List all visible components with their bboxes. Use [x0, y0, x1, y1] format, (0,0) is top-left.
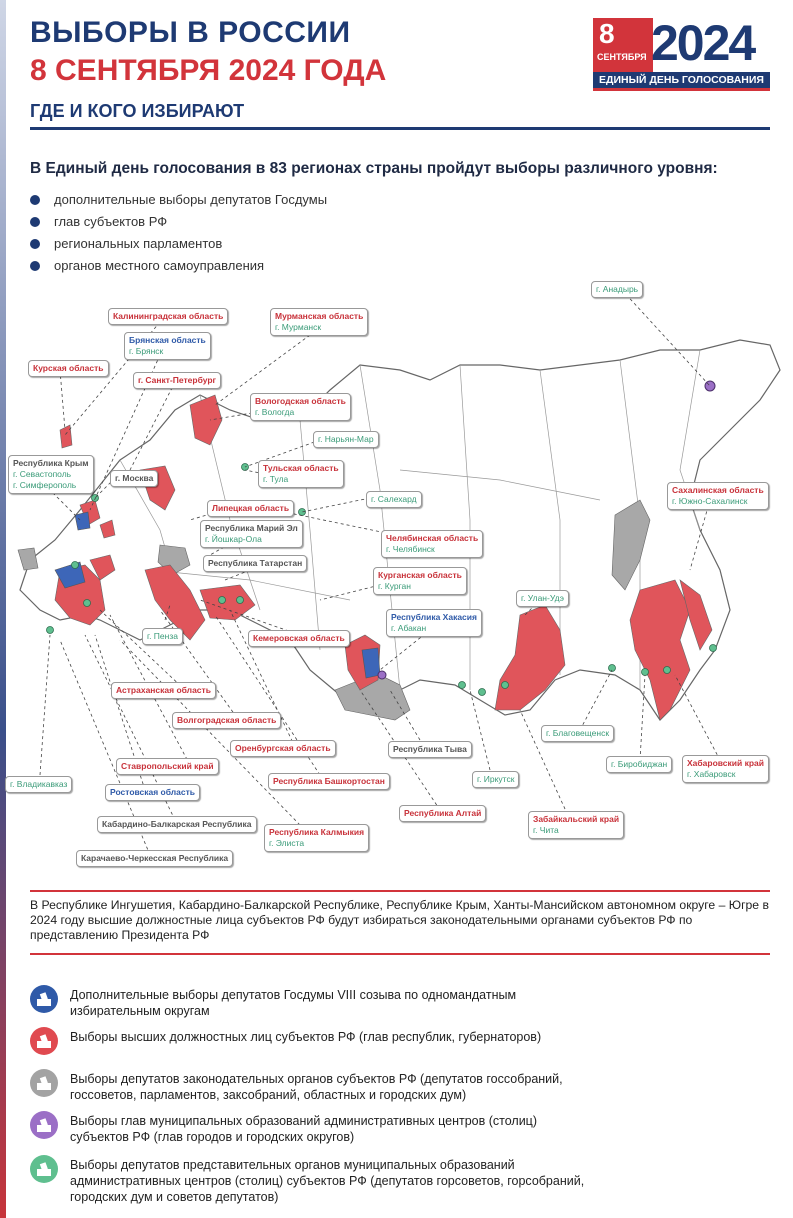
label-zabaikalsky: Забайкальский край г. Чита	[528, 811, 624, 839]
election-types-list	[30, 190, 327, 278]
label-lipetsk: Липецкая область	[207, 500, 294, 517]
header-divider	[30, 127, 770, 130]
logo-year: 2024	[651, 15, 755, 71]
label-anadyr: г. Анадырь	[591, 281, 643, 298]
label-sakhalin: Сахалинская область г. Южно-Сахалинск	[667, 482, 769, 510]
label-khakassia: Республика Хакасия г. Абакан	[386, 609, 482, 637]
label-mari-el: Республика Марий Эл г. Йошкар-Ола	[200, 520, 303, 548]
label-moscow: г. Москва	[110, 470, 158, 487]
ballot-box-icon	[30, 1069, 58, 1097]
label-altai: Республика Алтай	[399, 805, 486, 822]
label-kchr: Карачаево-Черкесская Республика	[76, 850, 233, 867]
ballot-box-icon	[30, 1027, 58, 1055]
russia-election-map	[0, 270, 793, 880]
election-day-logo	[593, 15, 770, 88]
label-stavropol: Ставропольский край	[116, 758, 219, 775]
label-murmansk: Мурманская область г. Мурманск	[270, 308, 368, 336]
ballot-box-icon	[30, 985, 58, 1013]
logo-stripe	[593, 88, 770, 91]
label-penza: г. Пенза	[142, 628, 183, 645]
label-kurgan: Курганская область г. Курган	[373, 567, 467, 595]
label-tula: Тульская область г. Тула	[258, 460, 344, 488]
lead-text: В Единый день голосования в 83 регионах страны пройдут выборы различного уровня:	[30, 160, 718, 177]
label-khabarovsk: Хабаровский край г. Хабаровск	[682, 755, 769, 783]
label-blagoveshchensk: г. Благовещенск	[541, 725, 614, 742]
list-item: глав субъектов РФ	[30, 212, 327, 234]
label-volgograd: Волгоградская область	[172, 712, 281, 729]
label-irkutsk: г. Иркутск	[472, 771, 519, 788]
page-title-line2: 8 СЕНТЯБРЯ 2024 ГОДА	[30, 54, 387, 87]
label-kemerovo: Кемеровская область	[248, 630, 350, 647]
label-naryan-mar: г. Нарьян-Мар	[313, 431, 379, 448]
label-ulan-ude: г. Улан-Удэ	[516, 590, 569, 607]
list-item: региональных парламентов	[30, 234, 327, 256]
label-kalmykia: Республика Калмыкия г. Элиста	[264, 824, 369, 852]
note-divider-top	[30, 890, 770, 892]
label-rostov: Ростовская область	[105, 784, 200, 801]
label-vladikavkaz: г. Владикавказ	[5, 776, 72, 793]
label-chelyabinsk: Челябинская область г. Челябинск	[381, 530, 483, 558]
label-bryansk: Брянская область г. Брянск	[124, 332, 211, 360]
note-divider-bottom	[30, 953, 770, 955]
footnote-text: В Республике Ингушетия, Кабардино-Балкарской Республике, Республике Крым, Ханты-Мансийском автономном округе – Югре в 2024 году высшие должностные лица субъектов РФ будут избираться законодательными органами субъектов РФ по представлению Президента РФ	[30, 898, 769, 942]
label-kaliningrad: Калининградская область	[108, 308, 228, 325]
logo-month: СЕНТЯБРЯ	[597, 52, 647, 62]
list-item: органов местного самоуправления	[30, 256, 327, 278]
label-astrakhan: Астраханская область	[111, 682, 216, 699]
label-spb: г. Санкт-Петербург	[133, 372, 221, 389]
label-kursk: Курская область	[28, 360, 109, 377]
list-item: дополнительные выборы депутатов Госдумы	[30, 190, 327, 212]
page-title-line1: ВЫБОРЫ В РОССИИ	[30, 16, 351, 49]
bullet-dot-icon	[30, 239, 40, 249]
label-birobidzhan: г. Биробиджан	[606, 756, 672, 773]
page-subtitle: ГДЕ И КОГО ИЗБИРАЮТ	[30, 101, 245, 121]
label-bashkortostan: Республика Башкортостан	[268, 773, 390, 790]
ballot-box-icon	[30, 1155, 58, 1183]
label-orenburg: Оренбургская область	[230, 740, 336, 757]
bullet-dot-icon	[30, 195, 40, 205]
label-crimea: Республика Крым г. Севастополь г. Симферополь	[8, 455, 94, 494]
ballot-box-icon	[30, 1111, 58, 1139]
label-kbr: Кабардино-Балкарская Республика	[97, 816, 257, 833]
label-tatarstan: Республика Татарстан	[203, 555, 307, 572]
logo-day: 8	[599, 18, 615, 49]
label-tyva: Республика Тыва	[388, 741, 472, 758]
bullet-dot-icon	[30, 217, 40, 227]
label-vologda: Вологодская область г. Вологда	[250, 393, 351, 421]
label-salekhard: г. Салехард	[366, 491, 422, 508]
logo-slogan: ЕДИНЫЙ ДЕНЬ ГОЛОСОВАНИЯ	[593, 72, 770, 88]
